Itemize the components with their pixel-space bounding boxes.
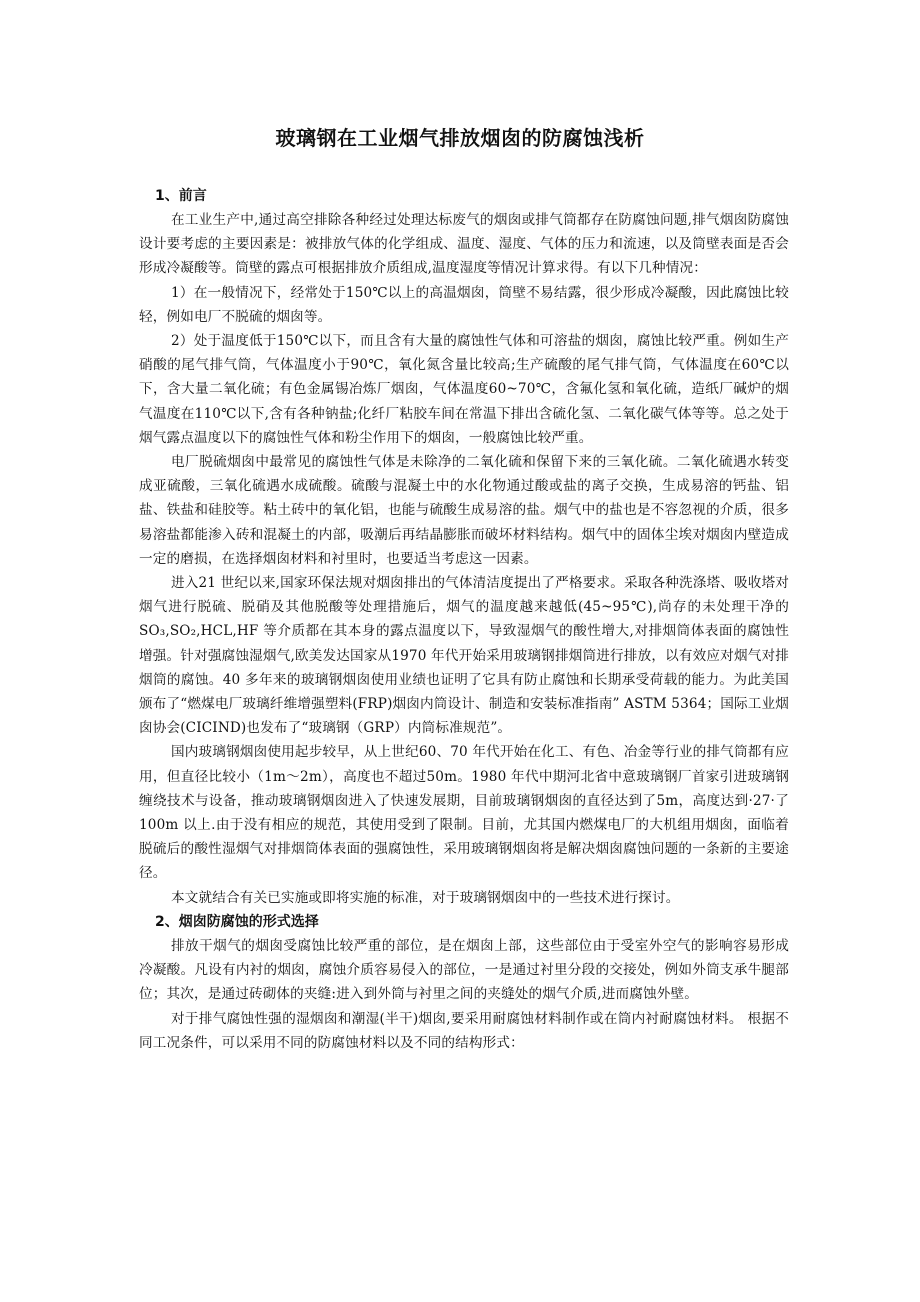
paragraph: 排放干烟气的烟囱受腐蚀比较严重的部位，是在烟囱上部，这些部位由于受室外空气的影响容易形成冷凝酸。凡设有内衬的烟囱，腐蚀介质容易侵入的部位，一是通过衬里分段的交接处，例如外筒支承牛腿部位；其次，是通过砖砌体的夹缝:进入到外筒与衬里之间的夹缝处的烟气介质,进而腐蚀外壁。 [139, 937, 789, 1003]
paragraph: 国内玻璃钢烟囱使用起步较早，从上世纪60、70 年代开始在化工、有色、冶金等行业的排气筒都有应用，但直径比较小（1m～2m），高度也不超过50m。1980 年代中期河北省中意玻璃钢厂首家引进玻璃钢缠绕技术与设备，推动玻璃钢烟囱进入了快速发展期，目前玻璃钢烟囱的直径达到了5m，高度达到·27·了100m 以上.由于没有相应的规范，其使用受到了限制。目前，尤其国内燃煤电厂的大机组用烟囱，面临着脱硫后的酸性湿烟气对排烟筒体表面的强腐蚀性，采用玻璃钢烟囱将是解决烟囱腐蚀问题的一条新的主要途径。 [139, 744, 789, 882]
document-title: 玻璃钢在工业烟气排放烟囱的防腐蚀浅析 [275, 126, 645, 150]
paragraph: 电厂脱硫烟囱中最常见的腐蚀性气体是未除净的二氧化硫和保留下来的三氧化硫。二氧化硫遇水转变成亚硫酸，三氧化硫遇水成硫酸。硫酸与混凝土中的水化物通过酸或盐的离子交换，生成易溶的钙盐、铝盐、铁盐和硅胶等。粘土砖中的氧化铝，也能与硫酸生成易溶的盐。烟气中的盐也是不容忽视的介质，很多易溶盐都能渗入砖和混凝土的内部，吸潮后再结晶膨胀而破坏材料结构。烟气中的固体尘埃对烟囱内壁造成一定的磨损，在选择烟囱材料和衬里时，也要适当考虑这一因素。 [139, 454, 789, 567]
paragraph: 1）在一般情况下，经常处于150℃以上的高温烟囱，筒壁不易结露，很少形成冷凝酸，因此腐蚀比较轻，例如电厂不脱硫的烟囱等。 [139, 284, 789, 325]
paragraph: 对于排气腐蚀性强的湿烟囱和潮湿(半干)烟囱,要采用耐腐蚀材料制作或在筒内衬耐腐蚀材料。 根据不同工况条件，可以采用不同的防腐蚀材料以及不同的结构形式： [139, 1010, 789, 1051]
section-heading-anticorrosion: 2、烟囱防腐蚀的形式选择 [155, 913, 319, 930]
section-heading-preface: 1、前言 [155, 188, 207, 204]
paragraph: 2）处于温度低于150℃以下，而且含有大量的腐蚀性气体和可溶盐的烟囱，腐蚀比较严重。例如生产硝酸的尾气排气筒，气体温度小于90℃，氧化氮含量比较高;生产硫酸的尾气排气筒，气体温度在60℃以下，含大量二氧化硫；有色金属锡冶炼厂烟囱，气体温度60~70℃，含氟化氢和氧化硫，造纸厂碱炉的烟气温度在110℃以下,含有各种钠盐;化纤厂粘胶车间在常温下排出含硫化氢、二氧化碳气体等等。总之处于烟气露点温度以下的腐蚀性气体和粉尘作用下的烟囱，一般腐蚀比较严重。 [139, 333, 789, 446]
paragraph: 在工业生产中,通过高空排除各种经过处理达标废气的烟囱或排气筒都存在防腐蚀问题,排气烟囱防腐蚀设计要考虑的主要因素是：被排放气体的化学组成、温度、湿度、气体的压力和流速，以及筒壁表面是否会形成冷凝酸等。筒壁的露点可根据排放介质组成,温度湿度等情况计算求得。有以下几种情况： [139, 212, 789, 277]
document-body [139, 184, 789, 1055]
paragraph: 进入21 世纪以来,国家环保法规对烟囱排出的气体清洁度提出了严格要求。采取各种洗涤塔、吸收塔对烟气进行脱硫、脱硝及其他脱酸等处理措施后，烟气的温度越来越低(45~95℃),尚存的未处理干净的SO₃,SO₂,HCL,HF 等介质都在其本身的露点温度以下，导致湿烟气的酸性增大,对排烟筒体表面的腐蚀性增强。针对强腐蚀湿烟气,欧美发达国家从1970 年代开始采用玻璃钢排烟筒进行排放，以有效应对烟气对排烟筒的腐蚀。40 多年来的玻璃钢烟囱使用业绩也证明了它具有防止腐蚀和长期承受荷载的能力。为此美国颁布了“燃煤电厂玻璃纤维增强塑料(FRP)烟囱内筒设计、制造和安装标准指南” ASTM 5364；国际工业烟囱协会(CICIND)也发布了“玻璃钢（GRP）内筒标准规范”。 [139, 575, 789, 737]
paragraph: 本文就结合有关已实施或即将实施的标准，对于玻璃钢烟囱中的一些技术进行探讨。 [171, 889, 680, 906]
